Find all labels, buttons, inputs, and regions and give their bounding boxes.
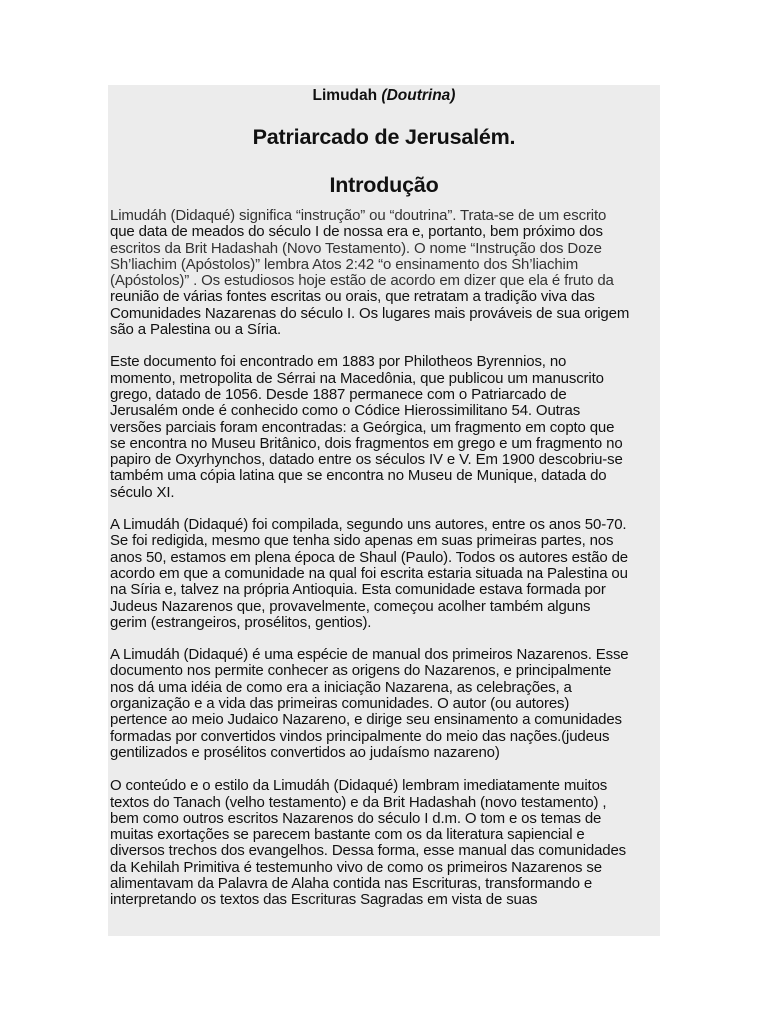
paragraph-line: escritos da Brit Hadashah (Novo Testamento). O nome “Instrução dos Doze (110, 239, 602, 257)
paragraph-line: nos dá uma idéia de como era a iniciação Nazarena, as celebrações, a (110, 678, 572, 696)
paragraph-line: reunião de várias fontes escritas ou orais, que retratam a tradição viva das (110, 288, 595, 306)
paragraph-line: organização e a vida das primeiras comunidades. O autor (ou autores) (110, 695, 570, 713)
paragraph-line: A Limudáh (Didaqué) é uma espécie de manual dos primeiros Nazarenos. Esse (110, 646, 629, 664)
paragraph-line: bem como outros escritos Nazarenos do século I d.m. O tom e os temas de (110, 809, 602, 827)
paragraph-line: textos do Tanach (velho testamento) e da Brit Hadashah (novo testamento) , (110, 793, 607, 811)
paragraph-line: século XI. (110, 483, 175, 501)
paragraph-line: O conteúdo e o estilo da Limudáh (Didaqué) lembram imediatamente muitos (110, 777, 608, 795)
label-italic: (Doutrina) (381, 87, 456, 104)
paragraph-line: pertence ao meio Judaico Nazareno, e dirige seu ensinamento a comunidades (110, 711, 622, 729)
paragraph-3 (110, 517, 658, 631)
paragraph-line: se encontra no Museu Britânico, dois fragmentos em grego e um fragmento no (110, 434, 623, 452)
document-title: Patriarcado de Jerusalém. (252, 125, 516, 149)
document-label (110, 87, 658, 105)
paragraph-line: momento, metropolita de Sérrai na Macedônia, que publicou um manuscrito (110, 369, 604, 387)
paragraph-line: Comunidades Nazarenas do século I. Os lugares mais prováveis de sua origem (110, 304, 630, 322)
paragraph-5 (110, 778, 658, 908)
paragraph-line: Sh’liachim (Apóstolos)” lembra Atos 2:42 “o ensinamento dos Sh’liachim (110, 255, 579, 273)
paragraph-line: papiro de Oxyrhynchos, datado entre os séculos IV e V. Em 1900 descobriu-se (110, 451, 623, 469)
paragraph-2 (110, 354, 658, 501)
paragraph-line: são a Palestina ou a Síria. (110, 321, 282, 339)
paragraph-line: acordo em que a comunidade na qual foi escrita estaria situada na Palestina ou (110, 564, 628, 582)
paragraph-line: Limudáh (Didaqué) significa “instrução” ou “doutrina”. Trata-se de um escrito (110, 207, 607, 224)
paragraph-line: Se foi redigida, mesmo que tenha sido apenas em suas primeiras partes, nos (110, 532, 614, 550)
paragraph-line: formadas por convertidos vindos principalmente do meio das nações.(judeus (110, 727, 610, 745)
paragraph-line: da Kehilah Primitiva é testemunho vivo de como os primeiros Nazarenos se (110, 858, 602, 876)
paragraph-line: documento nos permite conhecer as origens do Nazarenos, e principalmente (110, 662, 612, 680)
paragraph-line: Jerusalém onde é conhecido como o Códice Hierossimilitano 54. Outras (110, 402, 581, 420)
paragraph-1 (110, 208, 658, 338)
paragraph-line: anos 50, estamos em plena época de Shaul (Paulo). Todos os autores estão de (110, 548, 628, 566)
paragraph-line: gerim (estrangeiros, prosélitos, gentios). (110, 613, 372, 631)
paragraph-line: que data de meados do século I de nossa era e, portanto, bem próximo dos (110, 223, 603, 241)
paragraph-line: na Síria e, talvez na própria Antioquia. Esta comunidade estava formada por (110, 581, 606, 599)
paragraph-4 (110, 647, 658, 761)
paragraph-line: Este documento foi encontrado em 1883 por Philotheos Byrennios, no (110, 353, 567, 371)
paragraph-line: versões parciais foram encontradas: a Geórgica, um fragmento em copto que (110, 418, 615, 436)
paragraph-line: gentilizados e prosélitos convertidos ao judaísmo nazareno) (110, 743, 500, 761)
section-heading: Introdução (329, 173, 439, 197)
paragraph-line: Judeus Nazarenos que, provavelmente, começou acolher também alguns (110, 597, 591, 615)
paragraph-line: grego, datado de 1056. Desde 1887 permanece com o Patriarcado de (110, 385, 567, 403)
document-page (108, 85, 660, 936)
paragraph-line: A Limudáh (Didaqué) foi compilada, segundo uns autores, entre os anos 50-70. (110, 516, 627, 534)
paragraph-line: (Apóstolos)” . Os estudiosos hoje estão de acordo em dizer que ela é fruto da (110, 272, 614, 290)
paragraph-line: alimentavam da Palavra de Alaha contida nas Escrituras, transformando e (110, 874, 593, 892)
label-main: Limudah (312, 87, 378, 104)
paragraph-line: diversos trechos dos evangelhos. Dessa forma, esse manual das comunidades (110, 842, 626, 860)
paragraph-line: também uma cópia latina que se encontra no Museu de Munique, datada do (110, 467, 607, 485)
paragraph-line: muitas exortações se parecem bastante com os da literatura sapiencial e (110, 826, 585, 844)
paragraph-line: interpretando os textos das Escrituras Sagradas em vista de suas (110, 891, 538, 909)
